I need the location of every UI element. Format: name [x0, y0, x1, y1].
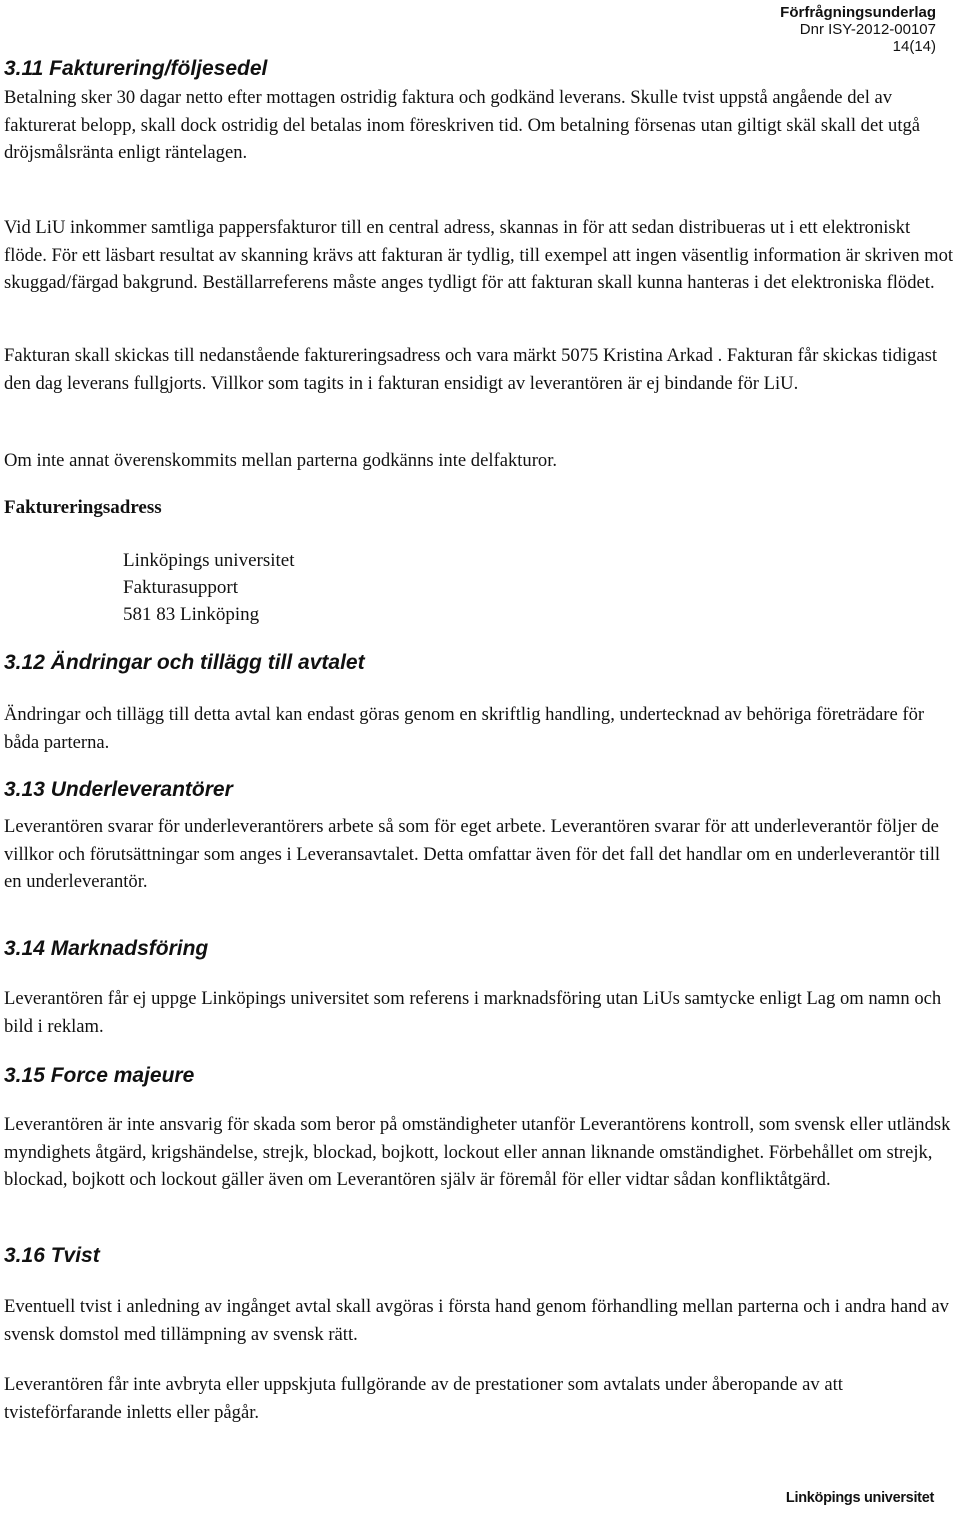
page-number: 14(14)	[892, 38, 936, 55]
billing-address-label: Faktureringsadress	[4, 497, 162, 518]
address-line: Linköpings universitet	[123, 550, 295, 571]
document-number: Dnr ISY-2012-00107	[799, 21, 936, 38]
paragraph-amendments: Ändringar och tillägg till detta avtal kan endast göras genom en skriftlig handling, undertecknad av behöriga företrädare för båda parterna.	[4, 704, 925, 753]
address-line: Fakturasupport	[123, 577, 239, 598]
address-line: 581 83 Linköping	[123, 604, 260, 625]
paragraph-marketing: Leverantören får ej uppge Linköpings universitet som referens i marknadsföring utan LiUs samtycke enligt Lag om namn och bild i reklam.	[4, 988, 942, 1037]
paragraph-no-suspension: Leverantören får inte avbryta eller uppskjuta fullgörande av de prestationer som avtalats under åberopande av att tvisteförfarande inletts eller pågår.	[4, 1374, 843, 1423]
paragraph-invoice-address-instructions: Fakturan skall skickas till nedanstående faktureringsadress och vara märkt 5075 Kristina Arkad . Fakturan får skickas tidigast den dag leverans fullgjorts. Villkor som tagits in i fakturan ensidigt av leverantören är ej bindande för LiU.	[4, 345, 938, 394]
section-heading-3-13: 3.13 Underleverantörer	[4, 778, 233, 801]
paragraph-invoice-scanning: Vid LiU inkommer samtliga pappersfakturor till en central adress, skannas in för att sedan distribueras ut i ett elektroniskt flöde. För ett läsbart resultat av skanning krävs att fakturan är tydlig, till exempel att ingen väsentlig information är skriven mot skuggad/färgad bakgrund. Beställarreferens måste anges tydligt för att fakturan skall kunna hanteras i det elektroniska flödet.	[4, 217, 954, 293]
document-header	[780, 4, 936, 55]
section-heading-3-15: 3.15 Force majeure	[4, 1064, 195, 1087]
paragraph-partial-invoices: Om inte annat överenskommits mellan parterna godkänns inte delfakturor.	[4, 450, 558, 471]
paragraph-force-majeure: Leverantören är inte ansvarig för skada som beror på omständigheter utanför Leverantörens kontroll, som svensk eller utländsk myndighets åtgärd, krigshändelse, strejk, blockad, bojkott, lockout eller annan liknande omständighet. Förbehållet om strejk, blockad, bojkott och lockout gäller även om Leverantören själv är föremål för eller vidtar sådan konfliktåtgärd.	[4, 1114, 951, 1190]
section-heading-3-16: 3.16 Tvist	[4, 1244, 100, 1267]
billing-address	[123, 547, 295, 628]
section-heading-3-14: 3.14 Marknadsföring	[4, 937, 209, 960]
section-heading-3-11: 3.11 Fakturering/följesedel	[4, 57, 268, 80]
liu-logo: Linköpings universitet	[785, 1490, 934, 1506]
paragraph-dispute-resolution: Eventuell tvist i anledning av ingånget avtal skall avgöras i första hand genom förhandling mellan parterna och i andra hand av svensk domstol med tillämpning av svensk rätt.	[4, 1296, 949, 1345]
document-type: Förfrågningsunderlag	[780, 4, 936, 21]
paragraph-subcontractors: Leverantören svarar för underleverantörers arbete så som för eget arbete. Leverantören svarar för att underleverantör följer de villkor och förutsättningar som anges i Leveransavtalet. Detta omfattar även för det fall det handlar om en underleverantör till en underleverantör.	[4, 816, 941, 892]
paragraph-payment-terms: Betalning sker 30 dagar netto efter mottagen ostridig faktura och godkänd leverans. Skulle tvist uppstå angående del av fakturerat belopp, skall dock ostridig del betalas inom föreskriven tid. Om betalning försenas utan giltigt skäl skall det utgå dröjsmålsränta enligt räntelagen.	[4, 87, 921, 163]
section-heading-3-12: 3.12 Ändringar och tillägg till avtalet	[4, 651, 365, 674]
